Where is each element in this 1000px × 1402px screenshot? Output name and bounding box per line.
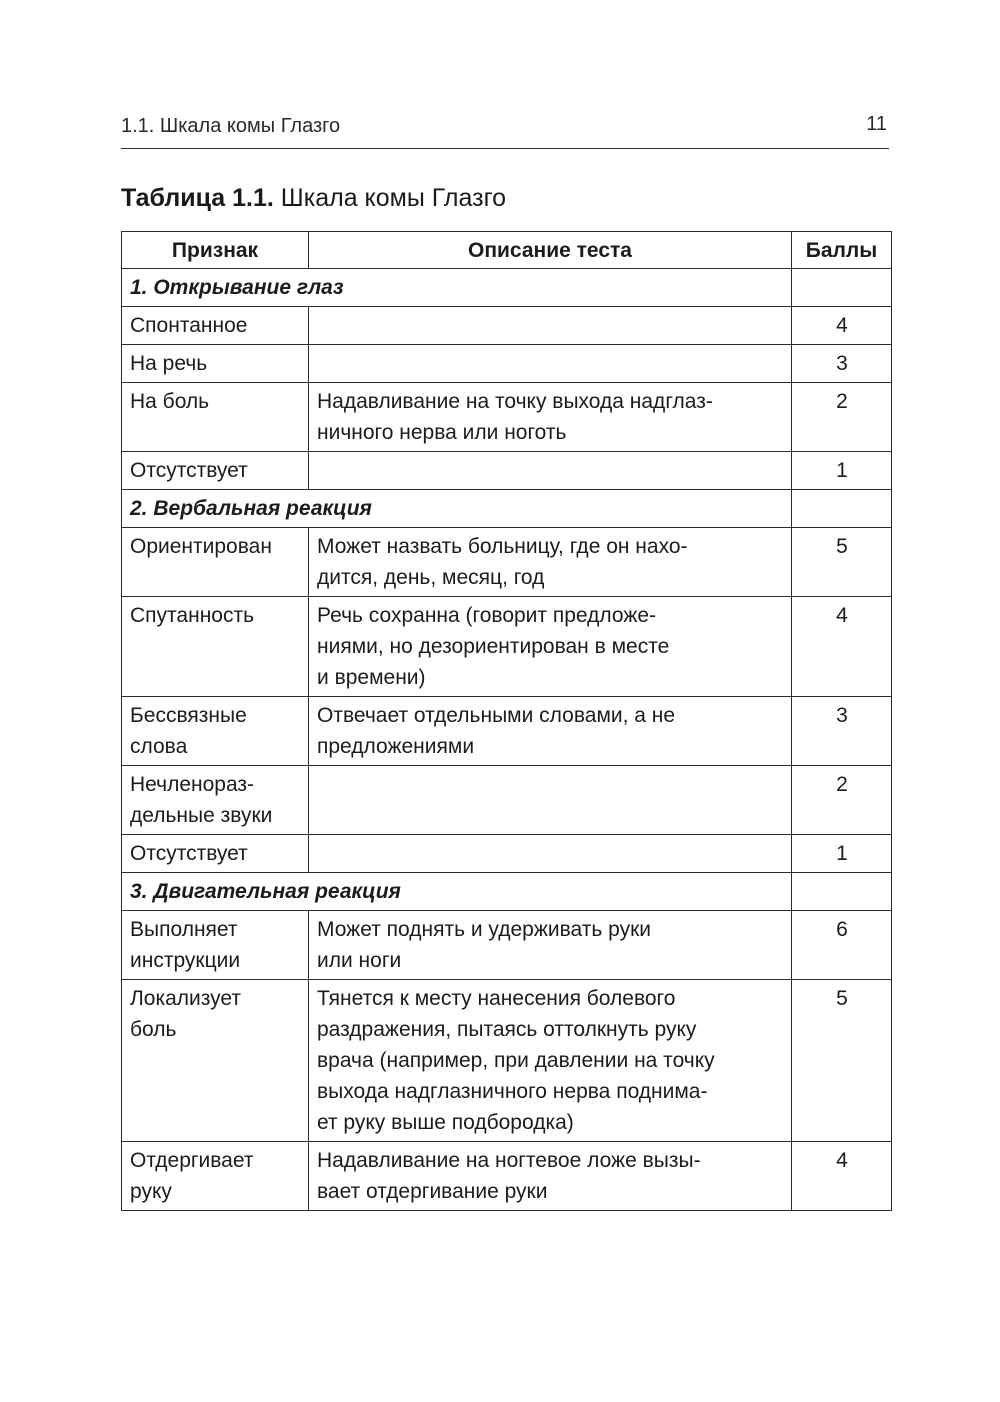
- description-cell: Надавливание на точку выхода надглаз- ничного нерва или ноготь: [309, 383, 792, 452]
- score-cell: 4: [792, 597, 892, 697]
- score-cell: 1: [792, 835, 892, 873]
- section-row: [122, 873, 892, 911]
- sign-cell: Нечленораз- дельные звуки: [122, 766, 309, 835]
- score-cell: 2: [792, 383, 892, 452]
- table-header-row: [122, 232, 892, 269]
- sign-cell: Локализует боль: [122, 980, 309, 1142]
- section-score-cell: [792, 873, 892, 911]
- section-score-cell: [792, 269, 892, 307]
- sign-cell: На речь: [122, 345, 309, 383]
- section-title: 2. Вербальная реакция: [122, 490, 792, 528]
- table-row: [122, 597, 892, 697]
- score-cell: 3: [792, 345, 892, 383]
- section-row: [122, 490, 892, 528]
- page-number: 11: [866, 113, 887, 135]
- description-cell: Тянется к месту нанесения болевого раздражения, пытаясь оттолкнуть руку врача (например, при давлении на точку выхода надглазничного нерва поднима- ет руку выше подбородка): [309, 980, 792, 1142]
- score-cell: 5: [792, 980, 892, 1142]
- sign-cell: Отсутствует: [122, 835, 309, 873]
- score-cell: 4: [792, 307, 892, 345]
- sign-cell: Спонтанное: [122, 307, 309, 345]
- column-header-sign: Признак: [122, 232, 309, 269]
- description-cell: [309, 307, 792, 345]
- score-cell: 1: [792, 452, 892, 490]
- score-cell: 5: [792, 528, 892, 597]
- sign-cell: Ориентирован: [122, 528, 309, 597]
- section-title: 1. Открывание глаз: [122, 269, 792, 307]
- description-cell: Отвечает отдельными словами, а не предложениями: [309, 697, 792, 766]
- section-heading: 1.1. Шкала комы Глазго: [121, 115, 341, 137]
- description-cell: Может поднять и удерживать руки или ноги: [309, 911, 792, 980]
- table-row: [122, 911, 892, 980]
- column-header-description: Описание теста: [309, 232, 792, 269]
- table-title: [121, 184, 506, 213]
- column-header-score: Баллы: [792, 232, 892, 269]
- score-cell: 6: [792, 911, 892, 980]
- sign-cell: Отдергивает руку: [122, 1142, 309, 1211]
- table-row: [122, 980, 892, 1142]
- sign-cell: Выполняет инструкции: [122, 911, 309, 980]
- table-row: [122, 528, 892, 597]
- score-cell: 2: [792, 766, 892, 835]
- running-header: [121, 110, 889, 149]
- table-row: [122, 697, 892, 766]
- sign-cell: На боль: [122, 383, 309, 452]
- table-row: [122, 345, 892, 383]
- section-title: 3. Двигательная реакция: [122, 873, 792, 911]
- section-row: [122, 269, 892, 307]
- table-row: [122, 383, 892, 452]
- table-row: [122, 766, 892, 835]
- sign-cell: Спутанность: [122, 597, 309, 697]
- table-row: [122, 307, 892, 345]
- glasgow-coma-scale-table: [121, 231, 892, 1211]
- description-cell: Может назвать больницу, где он нахо- дится, день, месяц, год: [309, 528, 792, 597]
- table-body: [122, 269, 892, 1211]
- table-row: [122, 1142, 892, 1211]
- description-cell: [309, 452, 792, 490]
- table-row: [122, 452, 892, 490]
- description-cell: Надавливание на ногтевое ложе вызы- вает отдергивание руки: [309, 1142, 792, 1211]
- description-cell: [309, 766, 792, 835]
- score-cell: 3: [792, 697, 892, 766]
- description-cell: [309, 345, 792, 383]
- section-score-cell: [792, 490, 892, 528]
- sign-cell: Бессвязные слова: [122, 697, 309, 766]
- table-row: [122, 835, 892, 873]
- score-cell: 4: [792, 1142, 892, 1211]
- sign-cell: Отсутствует: [122, 452, 309, 490]
- description-cell: Речь сохранна (говорит предложе- ниями, но дезориентирован в месте и времени): [309, 597, 792, 697]
- table-caption: Шкала комы Глазго: [273, 184, 507, 212]
- description-cell: [309, 835, 792, 873]
- table-label: Таблица 1.1.: [121, 184, 274, 212]
